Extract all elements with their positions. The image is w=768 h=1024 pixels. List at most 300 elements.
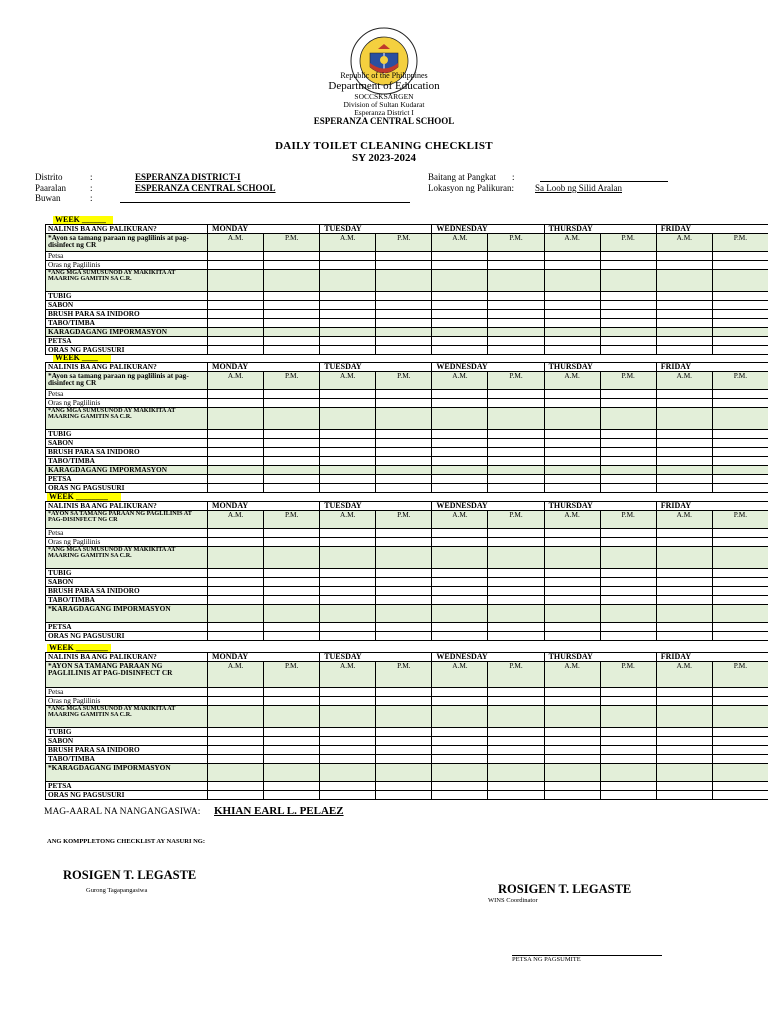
check-cell[interactable] (376, 430, 432, 439)
check-cell[interactable] (600, 578, 656, 587)
check-cell[interactable] (320, 292, 376, 301)
check-cell[interactable] (432, 448, 488, 457)
check-cell[interactable] (656, 746, 712, 755)
check-cell[interactable] (376, 328, 432, 337)
check-cell[interactable] (600, 547, 656, 569)
check-cell[interactable] (320, 328, 376, 337)
check-cell[interactable] (600, 261, 656, 270)
check-cell[interactable] (320, 484, 376, 493)
check-cell[interactable] (600, 466, 656, 475)
check-cell[interactable] (712, 466, 768, 475)
check-cell[interactable] (544, 623, 600, 632)
check-cell[interactable] (320, 529, 376, 538)
check-cell[interactable] (376, 569, 432, 578)
check-cell[interactable] (320, 408, 376, 430)
check-cell[interactable] (544, 764, 600, 782)
check-cell[interactable] (432, 605, 488, 623)
check-cell[interactable] (320, 439, 376, 448)
check-cell[interactable] (264, 578, 320, 587)
check-cell[interactable] (320, 697, 376, 706)
check-cell[interactable] (376, 697, 432, 706)
check-cell[interactable] (544, 538, 600, 547)
check-cell[interactable] (712, 346, 768, 355)
check-cell[interactable] (488, 319, 544, 328)
check-cell[interactable] (600, 310, 656, 319)
check-cell[interactable] (600, 706, 656, 728)
check-cell[interactable] (656, 578, 712, 587)
check-cell[interactable] (208, 623, 264, 632)
check-cell[interactable] (432, 484, 488, 493)
check-cell[interactable] (264, 791, 320, 800)
check-cell[interactable] (488, 448, 544, 457)
check-cell[interactable] (600, 292, 656, 301)
check-cell[interactable] (208, 764, 264, 782)
check-cell[interactable] (656, 791, 712, 800)
check-cell[interactable] (432, 270, 488, 292)
check-cell[interactable] (432, 390, 488, 399)
check-cell[interactable] (376, 319, 432, 328)
check-cell[interactable] (432, 755, 488, 764)
check-cell[interactable] (488, 791, 544, 800)
check-cell[interactable] (432, 319, 488, 328)
check-cell[interactable] (600, 399, 656, 408)
check-cell[interactable] (432, 261, 488, 270)
check-cell[interactable] (376, 706, 432, 728)
check-cell[interactable] (376, 301, 432, 310)
check-cell[interactable] (600, 791, 656, 800)
check-cell[interactable] (264, 328, 320, 337)
check-cell[interactable] (320, 252, 376, 261)
check-cell[interactable] (544, 328, 600, 337)
check-cell[interactable] (488, 399, 544, 408)
check-cell[interactable] (376, 439, 432, 448)
check-cell[interactable] (208, 261, 264, 270)
check-cell[interactable] (544, 261, 600, 270)
check-cell[interactable] (432, 457, 488, 466)
check-cell[interactable] (376, 261, 432, 270)
check-cell[interactable] (208, 632, 264, 641)
check-cell[interactable] (264, 390, 320, 399)
check-cell[interactable] (656, 337, 712, 346)
check-cell[interactable] (264, 448, 320, 457)
check-cell[interactable] (376, 457, 432, 466)
check-cell[interactable] (544, 706, 600, 728)
check-cell[interactable] (712, 408, 768, 430)
check-cell[interactable] (376, 632, 432, 641)
check-cell[interactable] (600, 529, 656, 538)
check-cell[interactable] (320, 319, 376, 328)
check-cell[interactable] (712, 439, 768, 448)
check-cell[interactable] (264, 755, 320, 764)
check-cell[interactable] (712, 623, 768, 632)
check-cell[interactable] (656, 346, 712, 355)
check-cell[interactable] (208, 408, 264, 430)
check-cell[interactable] (264, 728, 320, 737)
check-cell[interactable] (376, 448, 432, 457)
check-cell[interactable] (432, 728, 488, 737)
check-cell[interactable] (208, 270, 264, 292)
buwan-field[interactable] (120, 202, 410, 203)
check-cell[interactable] (656, 728, 712, 737)
check-cell[interactable] (656, 737, 712, 746)
check-cell[interactable] (712, 475, 768, 484)
check-cell[interactable] (656, 484, 712, 493)
check-cell[interactable] (656, 538, 712, 547)
check-cell[interactable] (488, 430, 544, 439)
check-cell[interactable] (432, 399, 488, 408)
check-cell[interactable] (264, 688, 320, 697)
check-cell[interactable] (264, 737, 320, 746)
check-cell[interactable] (264, 439, 320, 448)
check-cell[interactable] (376, 337, 432, 346)
check-cell[interactable] (544, 448, 600, 457)
check-cell[interactable] (488, 578, 544, 587)
check-cell[interactable] (432, 328, 488, 337)
check-cell[interactable] (544, 319, 600, 328)
check-cell[interactable] (656, 399, 712, 408)
check-cell[interactable] (544, 466, 600, 475)
check-cell[interactable] (600, 632, 656, 641)
check-cell[interactable] (264, 569, 320, 578)
check-cell[interactable] (208, 310, 264, 319)
check-cell[interactable] (488, 596, 544, 605)
check-cell[interactable] (208, 399, 264, 408)
check-cell[interactable] (320, 791, 376, 800)
check-cell[interactable] (656, 596, 712, 605)
check-cell[interactable] (712, 328, 768, 337)
check-cell[interactable] (432, 292, 488, 301)
check-cell[interactable] (432, 430, 488, 439)
check-cell[interactable] (264, 475, 320, 484)
check-cell[interactable] (376, 623, 432, 632)
check-cell[interactable] (656, 466, 712, 475)
check-cell[interactable] (544, 605, 600, 623)
check-cell[interactable] (656, 328, 712, 337)
check-cell[interactable] (488, 697, 544, 706)
check-cell[interactable] (320, 746, 376, 755)
check-cell[interactable] (712, 301, 768, 310)
check-cell[interactable] (432, 337, 488, 346)
check-cell[interactable] (488, 746, 544, 755)
check-cell[interactable] (208, 529, 264, 538)
check-cell[interactable] (376, 764, 432, 782)
check-cell[interactable] (432, 569, 488, 578)
check-cell[interactable] (432, 688, 488, 697)
check-cell[interactable] (656, 408, 712, 430)
check-cell[interactable] (544, 475, 600, 484)
check-cell[interactable] (712, 587, 768, 596)
check-cell[interactable] (656, 475, 712, 484)
check-cell[interactable] (264, 782, 320, 791)
check-cell[interactable] (208, 688, 264, 697)
check-cell[interactable] (376, 466, 432, 475)
check-cell[interactable] (208, 319, 264, 328)
check-cell[interactable] (432, 632, 488, 641)
check-cell[interactable] (432, 596, 488, 605)
check-cell[interactable] (712, 755, 768, 764)
check-cell[interactable] (208, 484, 264, 493)
check-cell[interactable] (320, 457, 376, 466)
check-cell[interactable] (264, 605, 320, 623)
check-cell[interactable] (320, 764, 376, 782)
check-cell[interactable] (600, 390, 656, 399)
check-cell[interactable] (488, 301, 544, 310)
check-cell[interactable] (376, 399, 432, 408)
check-cell[interactable] (488, 782, 544, 791)
check-cell[interactable] (600, 430, 656, 439)
check-cell[interactable] (376, 310, 432, 319)
check-cell[interactable] (376, 578, 432, 587)
check-cell[interactable] (544, 632, 600, 641)
check-cell[interactable] (600, 688, 656, 697)
check-cell[interactable] (544, 547, 600, 569)
check-cell[interactable] (488, 475, 544, 484)
check-cell[interactable] (432, 439, 488, 448)
check-cell[interactable] (264, 706, 320, 728)
check-cell[interactable] (264, 408, 320, 430)
check-cell[interactable] (488, 605, 544, 623)
check-cell[interactable] (488, 529, 544, 538)
check-cell[interactable] (488, 457, 544, 466)
check-cell[interactable] (432, 782, 488, 791)
check-cell[interactable] (432, 301, 488, 310)
check-cell[interactable] (432, 578, 488, 587)
check-cell[interactable] (488, 252, 544, 261)
check-cell[interactable] (712, 337, 768, 346)
check-cell[interactable] (600, 448, 656, 457)
check-cell[interactable] (600, 623, 656, 632)
check-cell[interactable] (712, 697, 768, 706)
check-cell[interactable] (208, 728, 264, 737)
check-cell[interactable] (320, 755, 376, 764)
check-cell[interactable] (488, 764, 544, 782)
check-cell[interactable] (264, 764, 320, 782)
check-cell[interactable] (712, 319, 768, 328)
check-cell[interactable] (600, 782, 656, 791)
check-cell[interactable] (208, 475, 264, 484)
check-cell[interactable] (208, 547, 264, 569)
check-cell[interactable] (712, 782, 768, 791)
check-cell[interactable] (376, 292, 432, 301)
check-cell[interactable] (544, 587, 600, 596)
check-cell[interactable] (432, 764, 488, 782)
check-cell[interactable] (264, 346, 320, 355)
check-cell[interactable] (656, 292, 712, 301)
check-cell[interactable] (488, 623, 544, 632)
check-cell[interactable] (712, 728, 768, 737)
check-cell[interactable] (264, 623, 320, 632)
check-cell[interactable] (432, 547, 488, 569)
check-cell[interactable] (376, 755, 432, 764)
check-cell[interactable] (320, 337, 376, 346)
check-cell[interactable] (376, 688, 432, 697)
check-cell[interactable] (208, 430, 264, 439)
check-cell[interactable] (544, 728, 600, 737)
check-cell[interactable] (600, 596, 656, 605)
check-cell[interactable] (320, 390, 376, 399)
check-cell[interactable] (600, 764, 656, 782)
check-cell[interactable] (544, 737, 600, 746)
check-cell[interactable] (488, 292, 544, 301)
check-cell[interactable] (544, 292, 600, 301)
check-cell[interactable] (376, 782, 432, 791)
check-cell[interactable] (600, 728, 656, 737)
check-cell[interactable] (544, 390, 600, 399)
check-cell[interactable] (264, 270, 320, 292)
check-cell[interactable] (432, 737, 488, 746)
check-cell[interactable] (544, 310, 600, 319)
check-cell[interactable] (376, 596, 432, 605)
check-cell[interactable] (712, 737, 768, 746)
check-cell[interactable] (208, 301, 264, 310)
check-cell[interactable] (712, 632, 768, 641)
check-cell[interactable] (208, 337, 264, 346)
check-cell[interactable] (712, 547, 768, 569)
check-cell[interactable] (264, 632, 320, 641)
check-cell[interactable] (544, 301, 600, 310)
check-cell[interactable] (320, 632, 376, 641)
check-cell[interactable] (376, 746, 432, 755)
check-cell[interactable] (264, 301, 320, 310)
check-cell[interactable] (656, 270, 712, 292)
check-cell[interactable] (320, 547, 376, 569)
check-cell[interactable] (208, 538, 264, 547)
check-cell[interactable] (656, 587, 712, 596)
check-cell[interactable] (376, 484, 432, 493)
check-cell[interactable] (376, 605, 432, 623)
check-cell[interactable] (544, 252, 600, 261)
check-cell[interactable] (208, 346, 264, 355)
check-cell[interactable] (208, 569, 264, 578)
check-cell[interactable] (208, 439, 264, 448)
check-cell[interactable] (208, 706, 264, 728)
check-cell[interactable] (320, 448, 376, 457)
check-cell[interactable] (376, 728, 432, 737)
check-cell[interactable] (600, 484, 656, 493)
check-cell[interactable] (600, 328, 656, 337)
check-cell[interactable] (488, 706, 544, 728)
check-cell[interactable] (320, 596, 376, 605)
check-cell[interactable] (712, 310, 768, 319)
check-cell[interactable] (488, 688, 544, 697)
check-cell[interactable] (656, 569, 712, 578)
check-cell[interactable] (320, 569, 376, 578)
check-cell[interactable] (376, 346, 432, 355)
baitang-field[interactable] (540, 181, 668, 182)
check-cell[interactable] (488, 484, 544, 493)
check-cell[interactable] (432, 408, 488, 430)
check-cell[interactable] (208, 328, 264, 337)
check-cell[interactable] (600, 319, 656, 328)
check-cell[interactable] (544, 430, 600, 439)
check-cell[interactable] (264, 457, 320, 466)
check-cell[interactable] (320, 737, 376, 746)
check-cell[interactable] (264, 430, 320, 439)
check-cell[interactable] (712, 569, 768, 578)
check-cell[interactable] (712, 261, 768, 270)
check-cell[interactable] (488, 270, 544, 292)
check-cell[interactable] (712, 448, 768, 457)
check-cell[interactable] (264, 697, 320, 706)
check-cell[interactable] (376, 408, 432, 430)
check-cell[interactable] (264, 538, 320, 547)
check-cell[interactable] (376, 390, 432, 399)
check-cell[interactable] (432, 697, 488, 706)
check-cell[interactable] (264, 587, 320, 596)
check-cell[interactable] (264, 547, 320, 569)
check-cell[interactable] (656, 605, 712, 623)
check-cell[interactable] (544, 755, 600, 764)
check-cell[interactable] (656, 782, 712, 791)
check-cell[interactable] (208, 252, 264, 261)
check-cell[interactable] (488, 728, 544, 737)
check-cell[interactable] (488, 408, 544, 430)
check-cell[interactable] (600, 737, 656, 746)
check-cell[interactable] (320, 688, 376, 697)
check-cell[interactable] (656, 310, 712, 319)
check-cell[interactable] (264, 466, 320, 475)
check-cell[interactable] (208, 737, 264, 746)
check-cell[interactable] (656, 632, 712, 641)
check-cell[interactable] (208, 390, 264, 399)
check-cell[interactable] (320, 430, 376, 439)
check-cell[interactable] (544, 337, 600, 346)
check-cell[interactable] (544, 529, 600, 538)
check-cell[interactable] (432, 466, 488, 475)
check-cell[interactable] (208, 466, 264, 475)
check-cell[interactable] (600, 538, 656, 547)
check-cell[interactable] (656, 319, 712, 328)
check-cell[interactable] (656, 688, 712, 697)
check-cell[interactable] (712, 270, 768, 292)
check-cell[interactable] (488, 261, 544, 270)
check-cell[interactable] (264, 319, 320, 328)
check-cell[interactable] (432, 346, 488, 355)
check-cell[interactable] (208, 791, 264, 800)
check-cell[interactable] (320, 728, 376, 737)
check-cell[interactable] (656, 623, 712, 632)
check-cell[interactable] (432, 310, 488, 319)
check-cell[interactable] (544, 746, 600, 755)
check-cell[interactable] (600, 408, 656, 430)
check-cell[interactable] (320, 475, 376, 484)
check-cell[interactable] (264, 596, 320, 605)
check-cell[interactable] (712, 484, 768, 493)
check-cell[interactable] (712, 252, 768, 261)
check-cell[interactable] (544, 408, 600, 430)
check-cell[interactable] (264, 746, 320, 755)
check-cell[interactable] (600, 605, 656, 623)
check-cell[interactable] (712, 457, 768, 466)
check-cell[interactable] (488, 755, 544, 764)
check-cell[interactable] (320, 346, 376, 355)
check-cell[interactable] (376, 475, 432, 484)
check-cell[interactable] (488, 390, 544, 399)
check-cell[interactable] (600, 587, 656, 596)
check-cell[interactable] (712, 390, 768, 399)
check-cell[interactable] (208, 587, 264, 596)
check-cell[interactable] (656, 439, 712, 448)
check-cell[interactable] (208, 755, 264, 764)
check-cell[interactable] (432, 587, 488, 596)
check-cell[interactable] (712, 399, 768, 408)
check-cell[interactable] (376, 529, 432, 538)
check-cell[interactable] (264, 337, 320, 346)
check-cell[interactable] (488, 587, 544, 596)
check-cell[interactable] (656, 529, 712, 538)
check-cell[interactable] (376, 587, 432, 596)
check-cell[interactable] (320, 466, 376, 475)
